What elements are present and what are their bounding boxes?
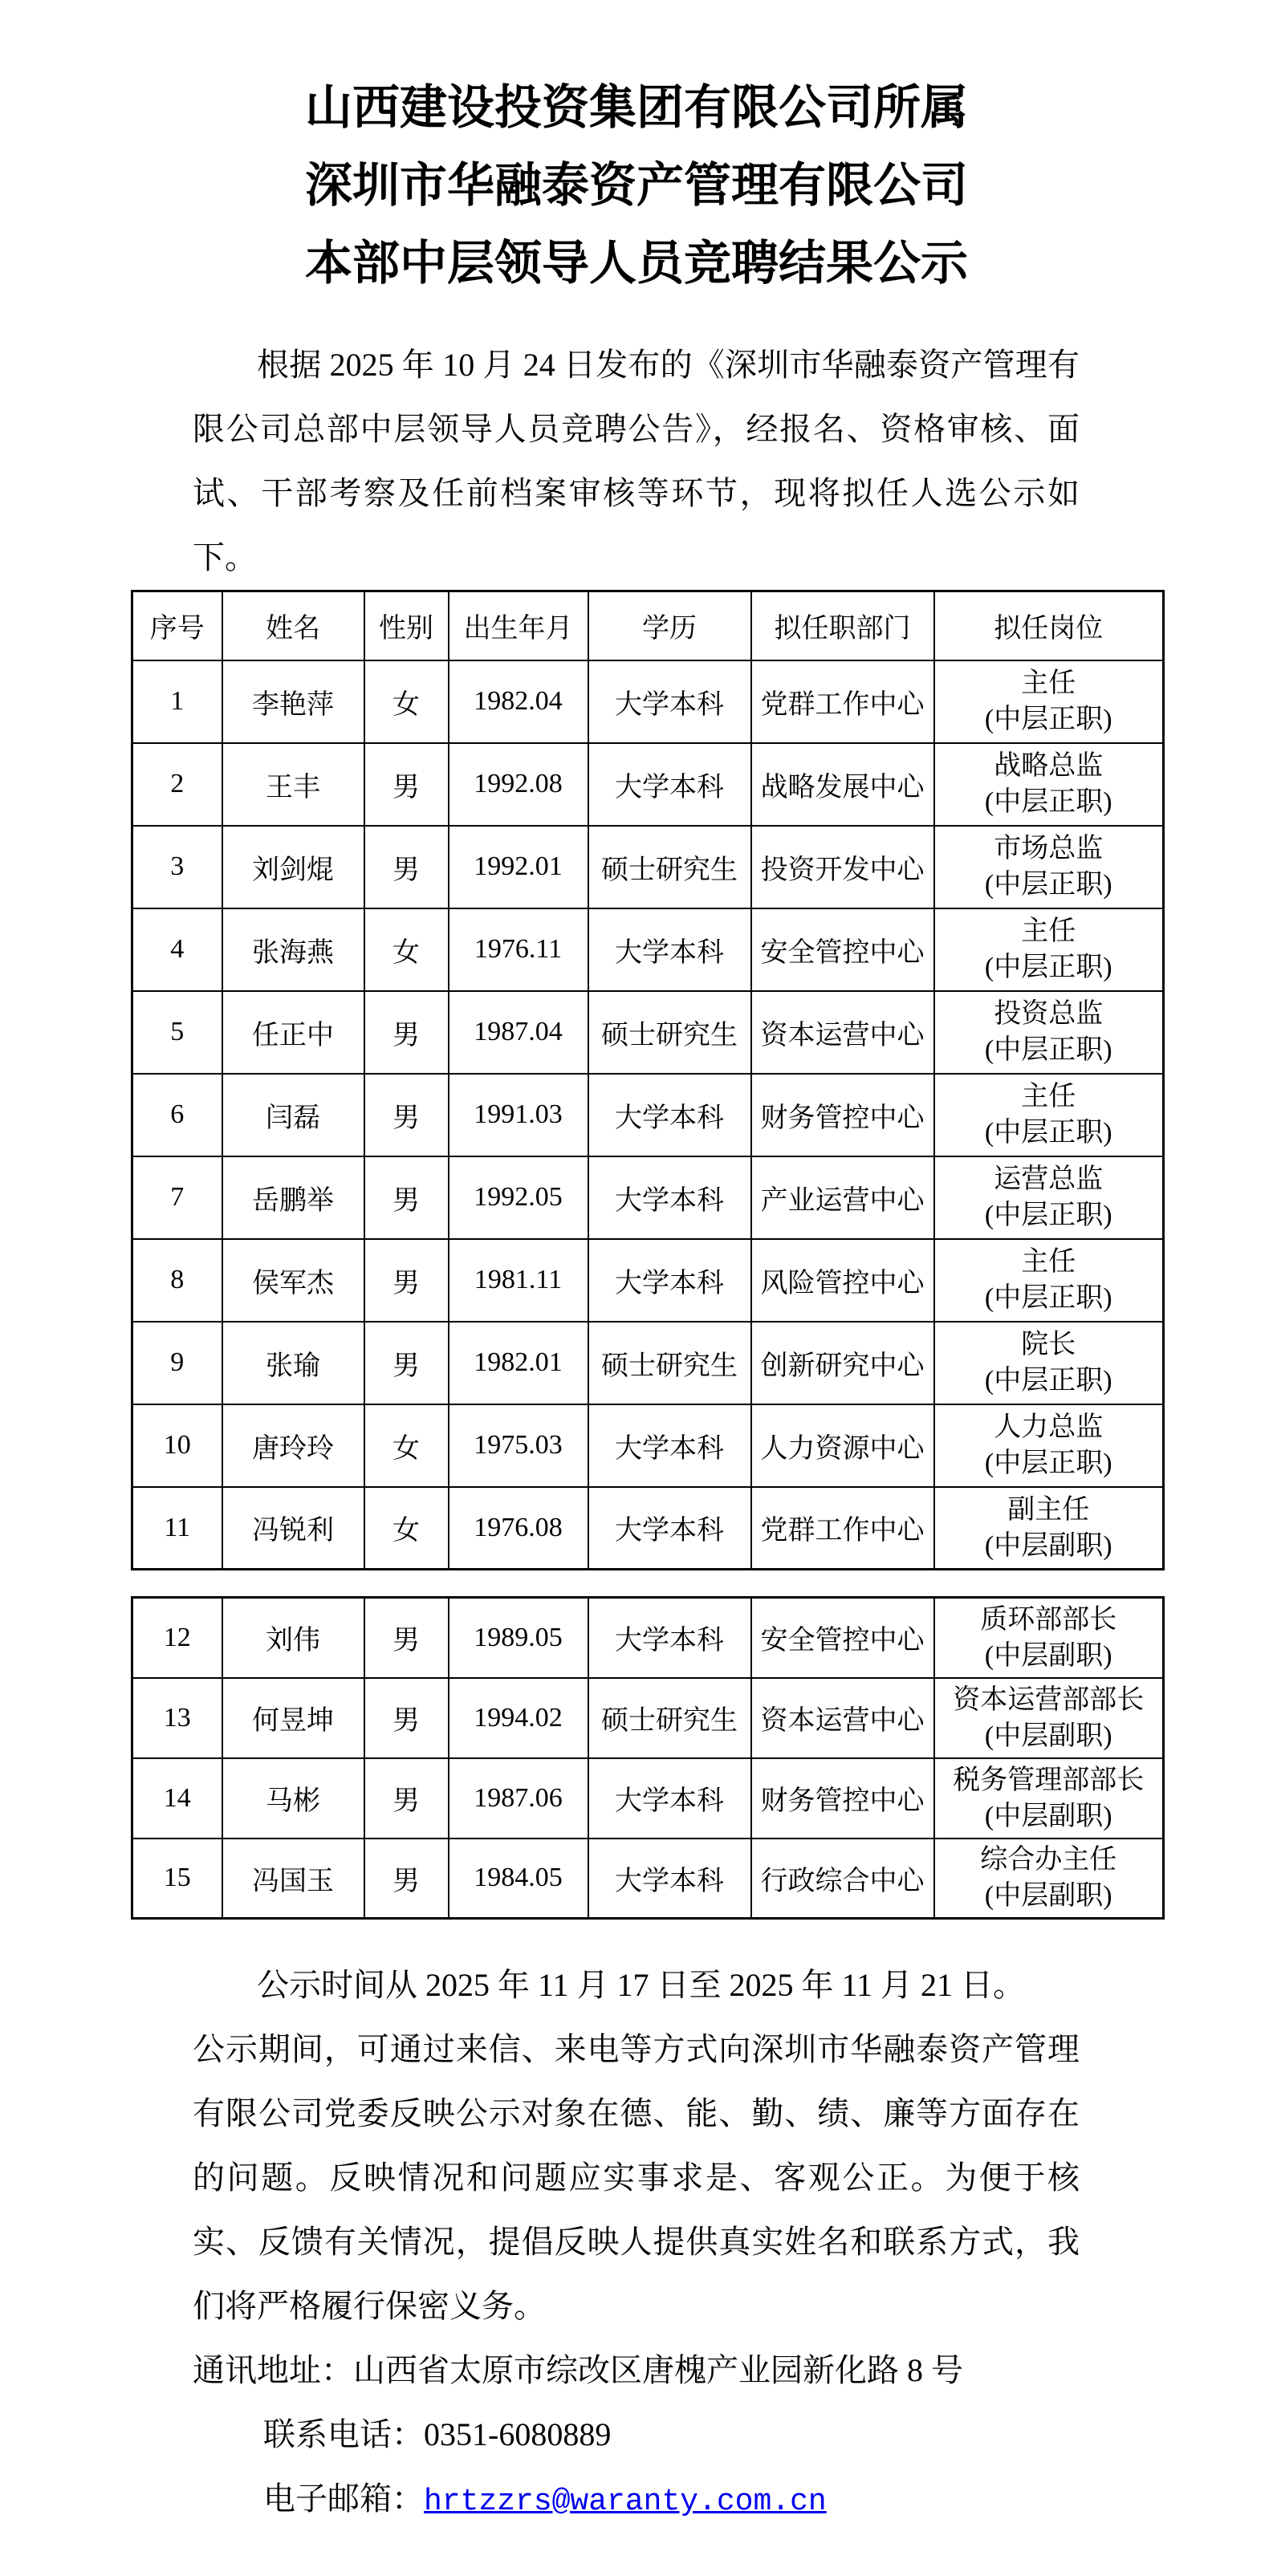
publicity-period: 公示时间从 2025 年 11 月 17 日至 2025 年 11 月 21 日。 (257, 1967, 1026, 2003)
results-table-2 (131, 1596, 1165, 1920)
cell-education: 大学本科 (588, 1758, 751, 1839)
header-name: 姓名 (222, 591, 364, 660)
cell-education: 硕士研究生 (588, 826, 751, 908)
position-title: 主任 (1021, 668, 1076, 698)
table-row (132, 1678, 1164, 1758)
title-line-1: 山西建设投资集团有限公司所属 (304, 81, 968, 134)
cell-no: 4 (132, 908, 222, 991)
position-title: 运营总监 (994, 1164, 1104, 1194)
position-title: 主任 (1021, 916, 1076, 946)
cell-position (934, 1239, 1164, 1322)
cell-department: 党群工作中心 (751, 1487, 934, 1570)
cell-education: 硕士研究生 (588, 991, 751, 1074)
cell-birth: 1976.08 (449, 1487, 588, 1570)
cell-gender: 男 (364, 1239, 449, 1322)
cell-department: 党群工作中心 (751, 660, 934, 743)
cell-birth: 1992.05 (449, 1156, 588, 1239)
cell-gender: 男 (364, 1322, 449, 1404)
header-position: 拟任岗位 (934, 591, 1164, 660)
cell-name: 岳鹏举 (222, 1156, 364, 1239)
cell-no: 14 (132, 1758, 222, 1839)
cell-gender: 男 (364, 1758, 449, 1839)
notice-paragraph: 公示期间，可通过来信、来电等方式向深圳市华融泰资产管理有限公司党委反映公示对象在德、能、勤、绩、廉等方面存在的问题。反映情况和问题应实事求是、客观公正。为便于核实、反馈有关情况，提倡反映人提供真实姓名和联系方式，我们将严格履行保密义务。 (193, 2031, 1080, 2324)
cell-no: 6 (132, 1074, 222, 1156)
cell-name: 何昱坤 (222, 1678, 364, 1758)
cell-department: 创新研究中心 (751, 1322, 934, 1404)
header-no: 序号 (132, 591, 222, 660)
cell-gender: 女 (364, 908, 449, 991)
cell-education: 大学本科 (588, 1239, 751, 1322)
cell-position (934, 1322, 1164, 1404)
cell-name: 冯国玉 (222, 1839, 364, 1919)
cell-position (934, 991, 1164, 1074)
title-line-2: 深圳市华融泰资产管理有限公司 (304, 159, 968, 212)
cell-birth: 1976.11 (449, 908, 588, 991)
cell-no: 15 (132, 1839, 222, 1919)
cell-department: 财务管控中心 (751, 1074, 934, 1156)
cell-position (934, 1598, 1164, 1678)
cell-position (934, 908, 1164, 991)
table-row (132, 1839, 1164, 1919)
cell-position (934, 743, 1164, 826)
cell-birth: 1991.03 (449, 1074, 588, 1156)
cell-education: 硕士研究生 (588, 1322, 751, 1404)
cell-name: 张海燕 (222, 908, 364, 991)
table-row (132, 1239, 1164, 1322)
cell-birth: 1981.11 (449, 1239, 588, 1322)
cell-no: 3 (132, 826, 222, 908)
cell-name: 冯锐利 (222, 1487, 364, 1570)
cell-no: 7 (132, 1156, 222, 1239)
header-birth: 出生年月 (449, 591, 588, 660)
cell-education: 大学本科 (588, 1404, 751, 1487)
table-row (132, 1322, 1164, 1404)
cell-birth: 1984.05 (449, 1839, 588, 1919)
cell-name: 闫磊 (222, 1074, 364, 1156)
document-title (0, 0, 1273, 303)
cell-name: 张瑜 (222, 1322, 364, 1404)
header-gender: 性别 (364, 591, 449, 660)
table-row (132, 1156, 1164, 1239)
position-rank: (中层正职) (984, 1035, 1112, 1065)
cell-position (934, 1839, 1164, 1919)
position-rank: (中层副职) (984, 1881, 1112, 1912)
title-line-3: 本部中层领导人员竞聘结果公示 (304, 237, 968, 290)
cell-department: 财务管控中心 (751, 1758, 934, 1839)
cell-name: 任正中 (222, 991, 364, 1074)
position-title: 市场总监 (994, 834, 1104, 863)
cell-education: 大学本科 (588, 1156, 751, 1239)
position-title: 人力总监 (994, 1412, 1104, 1442)
email-link[interactable]: hrtzzrs@waranty.com.cn (424, 2485, 827, 2519)
position-title: 战略总监 (994, 751, 1104, 781)
table-row (132, 991, 1164, 1074)
position-rank: (中层正职) (984, 1448, 1112, 1478)
cell-name: 李艳萍 (222, 660, 364, 743)
cell-gender: 男 (364, 991, 449, 1074)
notice-section (0, 1953, 1273, 2534)
cell-name: 刘剑焜 (222, 826, 364, 908)
cell-gender: 女 (364, 1404, 449, 1487)
position-rank: (中层正职) (984, 1118, 1112, 1148)
table-row (132, 908, 1164, 991)
cell-no: 5 (132, 991, 222, 1074)
position-rank: (中层正职) (984, 1283, 1112, 1313)
position-title: 税务管理部部长 (953, 1765, 1145, 1795)
cell-no: 9 (132, 1322, 222, 1404)
cell-birth: 1992.01 (449, 826, 588, 908)
cell-gender: 男 (364, 1839, 449, 1919)
table-row (132, 1598, 1164, 1678)
cell-department: 投资开发中心 (751, 826, 934, 908)
cell-position (934, 1074, 1164, 1156)
position-rank: (中层正职) (984, 787, 1112, 817)
position-rank: (中层正职) (984, 870, 1112, 900)
email-label: 电子邮箱： (263, 2481, 424, 2517)
cell-birth: 1987.04 (449, 991, 588, 1074)
intro-paragraph: 根据 2025 年 10 月 24 日发布的《深圳市华融泰资产管理有限公司总部中层领导人员竞聘公告》，经报名、资格审核、面试、干部考察及任前档案审核等环节，现将拟任人选公示如下。 (193, 347, 1080, 575)
position-rank: (中层正职) (984, 1201, 1112, 1230)
cell-department: 产业运营中心 (751, 1156, 934, 1239)
table-row (132, 1074, 1164, 1156)
table-row (132, 1404, 1164, 1487)
cell-birth: 1982.01 (449, 1322, 588, 1404)
mailing-address: 通讯地址：山西省太原市综改区唐槐产业园新化路 8 号 (193, 2352, 963, 2388)
cell-gender: 男 (364, 1156, 449, 1239)
cell-name: 马彬 (222, 1758, 364, 1839)
cell-education: 大学本科 (588, 1074, 751, 1156)
position-rank: (中层正职) (984, 705, 1112, 734)
cell-position (934, 1156, 1164, 1239)
cell-no: 1 (132, 660, 222, 743)
table-row (132, 1758, 1164, 1839)
cell-name: 王丰 (222, 743, 364, 826)
position-title: 院长 (1021, 1330, 1076, 1359)
position-rank: (中层副职) (984, 1640, 1112, 1671)
position-title: 投资总监 (994, 999, 1104, 1029)
cell-gender: 男 (364, 1074, 449, 1156)
cell-gender: 男 (364, 1598, 449, 1678)
cell-department: 安全管控中心 (751, 1598, 934, 1678)
cell-department: 战略发展中心 (751, 743, 934, 826)
cell-gender: 女 (364, 660, 449, 743)
cell-position (934, 826, 1164, 908)
cell-position (934, 1758, 1164, 1839)
table-row (132, 826, 1164, 908)
cell-education: 大学本科 (588, 743, 751, 826)
table-row (132, 660, 1164, 743)
cell-department: 行政综合中心 (751, 1839, 934, 1919)
cell-gender: 男 (364, 1678, 449, 1758)
cell-birth: 1992.08 (449, 743, 588, 826)
position-title: 资本运营部部长 (953, 1684, 1145, 1715)
cell-education: 硕士研究生 (588, 1678, 751, 1758)
position-rank: (中层正职) (984, 1366, 1112, 1396)
table-header-row (132, 591, 1164, 660)
cell-name: 侯军杰 (222, 1239, 364, 1322)
cell-no: 10 (132, 1404, 222, 1487)
position-title: 质环部部长 (980, 1604, 1117, 1635)
cell-position (934, 1678, 1164, 1758)
cell-position (934, 660, 1164, 743)
cell-education: 大学本科 (588, 908, 751, 991)
cell-department: 人力资源中心 (751, 1404, 934, 1487)
table-row (132, 743, 1164, 826)
cell-department: 安全管控中心 (751, 908, 934, 991)
cell-name: 唐玲玲 (222, 1404, 364, 1487)
cell-birth: 1987.06 (449, 1758, 588, 1839)
cell-birth: 1975.03 (449, 1404, 588, 1487)
cell-birth: 1989.05 (449, 1598, 588, 1678)
cell-no: 12 (132, 1598, 222, 1678)
cell-no: 13 (132, 1678, 222, 1758)
header-education: 学历 (588, 591, 751, 660)
position-title: 主任 (1021, 1247, 1076, 1277)
cell-birth: 1982.04 (449, 660, 588, 743)
cell-gender: 女 (364, 1487, 449, 1570)
header-department: 拟任职部门 (751, 591, 934, 660)
position-rank: (中层副职) (984, 1721, 1112, 1751)
cell-no: 11 (132, 1487, 222, 1570)
cell-department: 风险管控中心 (751, 1239, 934, 1322)
cell-gender: 男 (364, 743, 449, 826)
cell-name: 刘伟 (222, 1598, 364, 1678)
table-row (132, 1487, 1164, 1570)
cell-education: 大学本科 (588, 1487, 751, 1570)
contact-phone: 联系电话：0351-6080889 (263, 2416, 612, 2452)
contact-email-line (263, 2467, 1273, 2534)
position-rank: (中层副职) (984, 1530, 1112, 1561)
position-title: 主任 (1021, 1082, 1076, 1111)
cell-no: 8 (132, 1239, 222, 1322)
cell-birth: 1994.02 (449, 1678, 588, 1758)
position-rank: (中层副职) (984, 1801, 1112, 1831)
cell-department: 资本运营中心 (751, 991, 934, 1074)
results-table-1 (131, 590, 1165, 1570)
cell-education: 大学本科 (588, 1598, 751, 1678)
cell-education: 大学本科 (588, 660, 751, 743)
cell-no: 2 (132, 743, 222, 826)
cell-education: 大学本科 (588, 1839, 751, 1919)
position-title: 副主任 (1007, 1494, 1090, 1525)
position-rank: (中层正职) (984, 953, 1112, 982)
cell-gender: 男 (364, 826, 449, 908)
cell-position (934, 1404, 1164, 1487)
cell-department: 资本运营中心 (751, 1678, 934, 1758)
cell-position (934, 1487, 1164, 1570)
position-title: 综合办主任 (980, 1845, 1117, 1875)
